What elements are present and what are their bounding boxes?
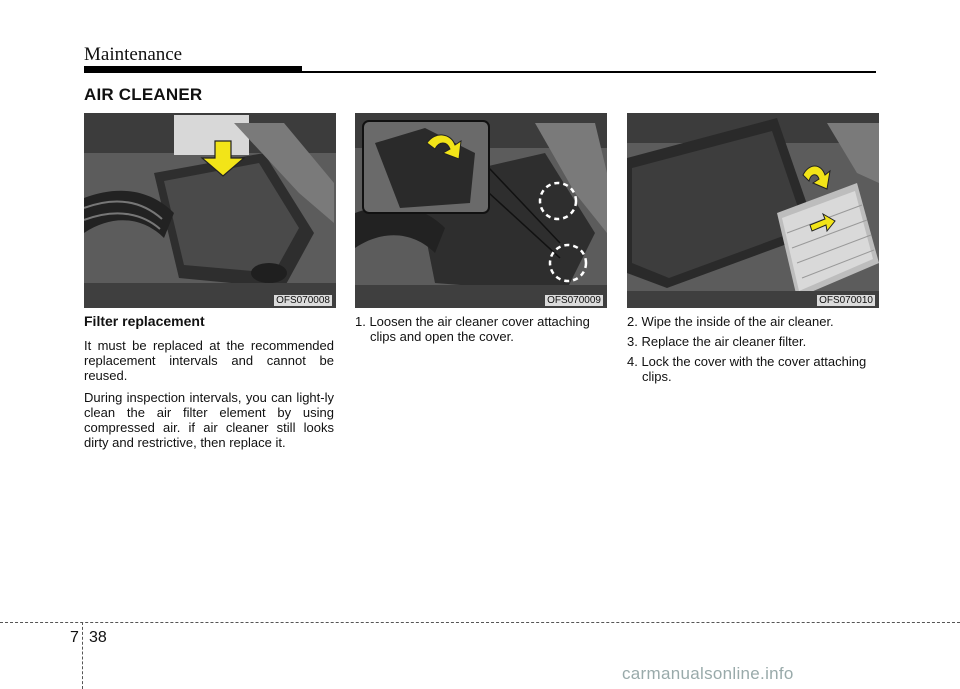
figure-replace-filter — [627, 113, 879, 308]
step-item: 3. Replace the air cleaner filter. — [627, 334, 807, 349]
footer-rule — [0, 622, 960, 623]
right-text-column — [627, 314, 877, 389]
subsection-title: Filter replacement — [84, 313, 205, 329]
middle-text-column — [355, 314, 605, 349]
engine-bay-illustration-2 — [355, 113, 607, 308]
step-item: 4. Lock the cover with the cover attaching clips. — [627, 354, 867, 384]
footer-divider — [82, 622, 83, 689]
left-text-column — [84, 314, 334, 457]
watermark: carmanualsonline.info — [622, 664, 794, 683]
figure-code: OFS070010 — [819, 295, 873, 306]
figure-code: OFS070008 — [276, 295, 330, 306]
step-item: 1. Loosen the air cleaner cover attaching clips and open the cover. — [355, 314, 590, 344]
page-header-title: Maintenance — [84, 44, 183, 65]
figure-loosen-clips — [355, 113, 607, 308]
engine-bay-illustration-1 — [84, 113, 336, 308]
page-number: 38 — [89, 629, 107, 646]
section-title: AIR CLEANER — [84, 85, 203, 104]
figure-air-cleaner-location — [84, 113, 336, 308]
step-item: 2. Wipe the inside of the air cleaner. — [627, 314, 834, 329]
paragraph: During inspection intervals, you can light-ly clean the air filter element by using compressed air. if air cleaner still looks dirty and restrictive, then replace it. — [84, 390, 334, 450]
header-rule — [84, 71, 876, 73]
figure-code: OFS070009 — [547, 295, 601, 306]
chapter-number: 7 — [70, 629, 79, 646]
paragraph: It must be replaced at the recommended replacement intervals and cannot be reused. — [84, 338, 334, 383]
engine-bay-illustration-3 — [627, 113, 879, 308]
